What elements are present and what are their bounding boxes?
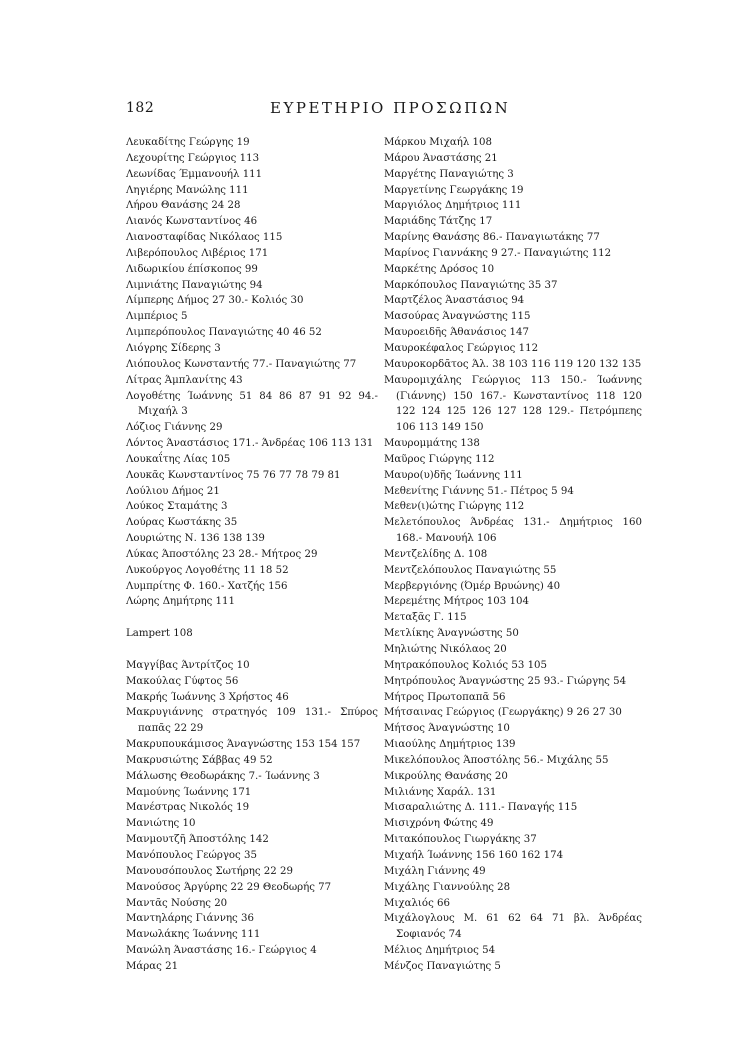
index-entry: Μαυροκέφαλος Γεώργιος 112 bbox=[384, 342, 539, 354]
index-entry: Μαρίνος Γιαννάκης 9 27.- Παναγιώτης 112 bbox=[384, 247, 612, 259]
index-entry: Μαριάδης Τάτζης 17 bbox=[384, 216, 493, 228]
index-entry: Μετλίκης Άναγνώστης 50 bbox=[384, 628, 519, 640]
index-entry: Λίμπερης Δήμος 27 30.- Κολιός 30 bbox=[126, 295, 304, 307]
index-entry: Μητρακόπουλος Κολιός 53 105 bbox=[384, 659, 548, 671]
index-entry: Λιανός Κωνσταντίνος 46 bbox=[126, 216, 258, 228]
index-entry: Λιόπουλος Κωνσταντής 77.- Παναγιώτης 77 bbox=[126, 358, 357, 370]
index-entry: Μακρυπουκάμισος Άναγνώστης 153 154 157 bbox=[126, 739, 361, 751]
index-entry: Μαντᾶς Νούσης 20 bbox=[126, 897, 228, 909]
index-entry: Ληγιέρης Μανώλης 111 bbox=[126, 184, 249, 196]
page-number: 182 bbox=[126, 100, 155, 116]
index-entry: Μητρόπουλος Άναγνώστης 25 93.- Γιώργης 54 bbox=[384, 675, 627, 687]
index-entry: Λυμπρίτης Φ. 160.- Χατζής 156 bbox=[126, 580, 288, 592]
index-entry: Μαῦρος Γιώργης 112 bbox=[384, 453, 495, 465]
index-entry: Μηλιώτης Νικόλαος 20 bbox=[384, 644, 507, 655]
index-entry: Μεθεν(ι)ώτης Γιώργης 112 bbox=[384, 501, 525, 513]
index-entry: Λιβερόπουλος Λιβέριος 171 bbox=[126, 247, 269, 259]
index-entry: Μαρτζέλος Άναστάσιος 94 bbox=[384, 295, 525, 307]
index-entry: Μαυρομμάτης 138 bbox=[384, 438, 480, 450]
index-entry: Μιχάλογλους Μ. 61 62 64 71 βλ. Άνδρέας Σοφιανός 74 bbox=[384, 913, 642, 941]
index-entry: Μακρυσιώτης Σάββας 49 52 bbox=[126, 754, 273, 766]
index-entry: Μήτρος Πρωτοπαπᾶ 56 bbox=[384, 691, 506, 703]
index-entry: Μιχάλη Γιάννης 49 bbox=[384, 865, 486, 877]
index-entry: Μανώλη Άναστάσης 16.- Γεώργιος 4 bbox=[126, 945, 317, 957]
index-entry: Μανιώτης 10 bbox=[126, 818, 196, 830]
index-entry: Μερβεργιόνης (Όμέρ Βρυώνης) 40 bbox=[384, 580, 561, 592]
index-entry: Μέλιος Δημήτριος 54 bbox=[384, 945, 496, 957]
section-gap bbox=[126, 610, 378, 626]
index-entry: Λουκᾶς Κωνσταντίνος 75 76 77 78 79 81 bbox=[126, 469, 341, 481]
index-entry: Μερεμέτης Μήτρος 103 104 bbox=[384, 596, 529, 608]
index-entry: Λιμνιάτης Παναγιώτης 94 bbox=[126, 279, 263, 291]
index-entry: Μαρίνης Θανάσης 86.- Παναγιωτάκης 77 bbox=[384, 232, 600, 244]
index-entry: Μακρυγιάννης στρατηγός 109 131.- Σπύρος παπᾶς 22 29 bbox=[126, 707, 378, 735]
index-entry: Μανόπουλος Γεώργος 35 bbox=[126, 849, 257, 861]
index-entry: Μακρής Ίωάννης 3 Χρήστος 46 bbox=[126, 691, 289, 703]
index-entry: Λουριώτης Ν. 136 138 139 bbox=[126, 533, 265, 545]
section-gap bbox=[126, 642, 378, 658]
index-entry: Μήτσαινας Γεώργιος (Γεωργάκης) 9 26 27 30 bbox=[384, 707, 622, 719]
index-entry: Λεχουρίτης Γεώργιος 113 bbox=[126, 152, 260, 164]
index-entry: Λούλιου Δήμος 21 bbox=[126, 485, 220, 497]
index-entry: Μένζος Παναγιώτης 5 bbox=[384, 960, 501, 972]
index-entry: Λογοθέτης Ίωάννης 51 84 86 87 91 92 94.- Μιχαήλ 3 bbox=[126, 390, 378, 418]
index-entry: Μεθενίτης Γιάννης 51.- Πέτρος 5 94 bbox=[384, 485, 574, 497]
index-entry: Μήτσος Άναγνώστης 10 bbox=[384, 723, 510, 735]
index-entry: Μισιχρόνη Φώτης 49 bbox=[384, 818, 494, 830]
index-entry: Μεταξᾶς Γ. 115 bbox=[384, 612, 467, 624]
index-entry: Μανούσος Άργύρης 22 29 Θεοδωρής 77 bbox=[126, 881, 332, 893]
index-entry: Λυκούργος Λογοθέτης 11 18 52 bbox=[126, 564, 289, 576]
index-entry: Μαργετίνης Γεωργάκης 19 bbox=[384, 184, 524, 196]
index-entry: Μανουσόπουλος Σωτήρης 22 29 bbox=[126, 865, 293, 877]
index-entry: Μικρούλης Θανάσης 20 bbox=[384, 770, 508, 782]
index-column-right bbox=[384, 135, 642, 975]
index-entry: Μαγγίβας Άντρίτζος 10 bbox=[126, 659, 250, 671]
index-entry: Μιλιάνης Χαράλ. 131 bbox=[384, 786, 497, 798]
index-entry: Λίτρας Άμπλανίτης 43 bbox=[126, 374, 243, 386]
index-entry: Μαρκέτης Δρόσος 10 bbox=[384, 263, 495, 275]
index-entry: Μιχαλιός 66 bbox=[384, 897, 450, 909]
page-title: ΕΥΡΕΤΗΡΙΟ ΠΡΟΣΩΠΩΝ bbox=[270, 99, 511, 117]
index-entry: Μιαούλης Δημήτριος 139 bbox=[384, 739, 516, 751]
index-entry: Μάρκου Μιχαήλ 108 bbox=[384, 137, 492, 148]
index-entry: Λύκας Άποστόλης 23 28.- Μήτρος 29 bbox=[126, 548, 318, 560]
index-entry: Lampert 108 bbox=[126, 628, 193, 640]
index-entry: Λόντος Άναστάσιος 171.- Άνδρέας 106 113 131 bbox=[126, 438, 374, 450]
index-entry: Μαμούνης Ίωάννης 171 bbox=[126, 786, 252, 798]
index-entry: Λούκος Σταμάτης 3 bbox=[126, 501, 228, 513]
index-column-left bbox=[126, 135, 378, 975]
index-entry: Μανμουτζῆ Άποστόλης 142 bbox=[126, 834, 269, 846]
index-entry: Μάρας 21 bbox=[126, 960, 179, 972]
index-entry: Μαυρο(υ)δῆς Ίωάννης 111 bbox=[384, 469, 523, 481]
index-entry: Μεντζελόπουλος Παναγιώτης 55 bbox=[384, 564, 557, 576]
index-entry: Μαρκόπουλος Παναγιώτης 35 37 bbox=[384, 279, 558, 291]
index-entry: Λουκαΐτης Λίας 105 bbox=[126, 453, 231, 465]
index-entry: Μαργιόλος Δημήτριος 111 bbox=[384, 200, 522, 212]
index-entry: Μανωλάκης Ίωάννης 111 bbox=[126, 929, 261, 941]
index-entry: Λιανοσταφίδας Νικόλαος 115 bbox=[126, 232, 283, 244]
index-entry: Λιμπέριος 5 bbox=[126, 311, 188, 323]
index-entry: Λόζιος Γιάννης 29 bbox=[126, 422, 223, 434]
index-entry: Μαντηλάρης Γιάννης 36 bbox=[126, 913, 254, 925]
index-entry: Μανέστρας Νικολός 19 bbox=[126, 802, 250, 814]
index-entry: Λιμπερόπουλος Παναγιώτης 40 46 52 bbox=[126, 327, 322, 339]
index-entry: Μασούρας Άναγνώστης 115 bbox=[384, 311, 531, 323]
index-entry: Λούρας Κωστάκης 35 bbox=[126, 517, 238, 529]
index-entry: Λήρου Θανάσης 24 28 bbox=[126, 200, 241, 212]
index-entry: Μάλωσης Θεοδωράκης 7.- Ίωάννης 3 bbox=[126, 770, 320, 782]
index-entry: Μαυροειδῆς Άθανάσιος 147 bbox=[384, 327, 529, 339]
index-entry: Μιχαήλ Ίωάννης 156 160 162 174 bbox=[384, 849, 564, 861]
index-entry: Λώρης Δημήτρης 111 bbox=[126, 596, 236, 608]
index-entry: Μάρου Άναστάσης 21 bbox=[384, 152, 498, 164]
index-entry: Λιόγρης Σίδερης 3 bbox=[126, 342, 221, 354]
index-entry: Μαργέτης Παναγιώτης 3 bbox=[384, 168, 514, 180]
index-entry: Μεντζελίδης Δ. 108 bbox=[384, 548, 488, 560]
index-entry: Μαυρομιχάλης Γεώργιος 113 150.- Ίωάννης (Γιάννης) 150 167.- Κωνσταντίνος 118 120 122 124 125 126 127 128 129.- Πετρόμπεης 106 113 149 150 bbox=[384, 374, 642, 434]
index-entry: Λευκαδίτης Γεώργης 19 bbox=[126, 137, 250, 148]
index-entry: Μαυροκορδᾶτος Άλ. 38 103 116 119 120 132 135 bbox=[384, 358, 642, 370]
index-entry: Λιδωρικίου έπίσκοπος 99 bbox=[126, 263, 258, 275]
index-entry: Μιχάλης Γιαννούλης 28 bbox=[384, 881, 511, 893]
index-entry: Μισαραλιώτης Δ. 111.- Παναγής 115 bbox=[384, 802, 578, 814]
index-entry: Λεωνίδας Έμμανουήλ 111 bbox=[126, 168, 263, 180]
index-entry: Μακούλας Γύφτος 56 bbox=[126, 675, 239, 687]
index-entry: Μικελόπουλος Άποστόλης 56.- Μιχάλης 55 bbox=[384, 754, 609, 766]
index-entry: Μελετόπουλος Άνδρέας 131.- Δημήτριος 160 168.- Μανουήλ 106 bbox=[384, 517, 642, 545]
index-entry: Μιτακόπουλος Γιωργάκης 37 bbox=[384, 834, 537, 846]
